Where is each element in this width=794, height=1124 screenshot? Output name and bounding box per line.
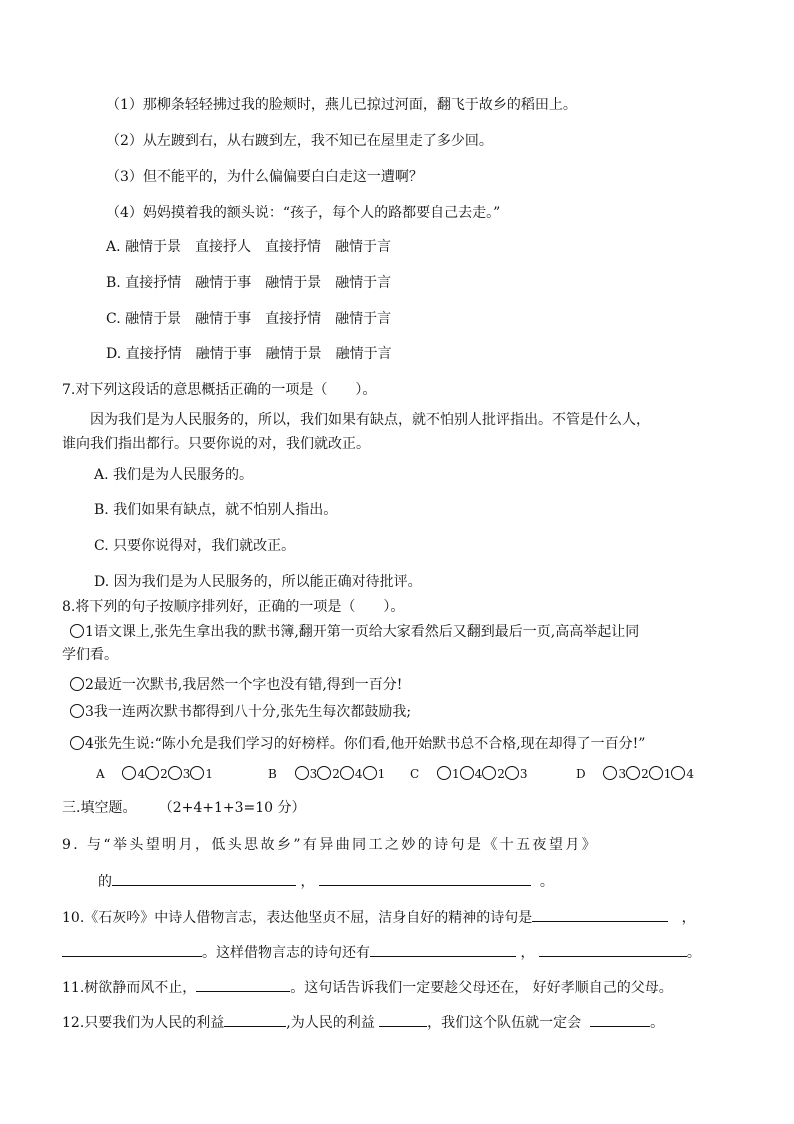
q8-option-b: B 3 2 4 1 <box>268 767 386 781</box>
q8-stem: 8.将下列的句子按顺序排列好，正确的一项是（ ）。 <box>62 599 405 615</box>
q6-option-c: C. 融情于景 融情于事 直接抒情 融情于言 <box>106 311 392 327</box>
q6-item-2: （2）从左踱到右，从右踱到左，我不知已在屋里走了多少回。 <box>106 133 493 149</box>
q6-item-4: （4）妈妈摸着我的额头说：“孩子，每个人的路都要自己去走。” <box>106 205 501 221</box>
q11-blank[interactable] <box>196 977 290 992</box>
circle-marker <box>70 704 84 718</box>
q10-blank-2[interactable] <box>62 942 202 957</box>
q7-option-d: D. 因为我们是为人民服务的，所以能正确对待批评。 <box>94 574 422 590</box>
q8-sentence-4: 4张先生说:“陈小允是我们学习的好榜样。你们看,他开始默书总不合格,现在却得了一百分!” <box>70 734 645 754</box>
q7-passage-line-2: 谁向我们指出都行。只要你说的对，我们就改正。 <box>62 436 370 452</box>
circle-marker <box>70 624 84 638</box>
q6-option-a: A. 融情于景 直接抒人 直接抒情 融情于言 <box>106 239 392 255</box>
q7-option-b: B. 我们如果有缺点，就不怕别人指出。 <box>94 502 338 518</box>
q12-blank-3[interactable] <box>590 1012 650 1027</box>
q7-option-c: C. 只要你说得对，我们就改正。 <box>94 538 296 554</box>
q10-text-line-2: 。这样借物言志的诗句还有 ， 。 <box>62 942 701 963</box>
q10-blank-1[interactable] <box>532 907 668 922</box>
q8-sentence-1-cont: 学们看。 <box>62 647 118 663</box>
q10-blank-4[interactable] <box>539 942 687 957</box>
q12-blank-1[interactable] <box>224 1012 286 1027</box>
q7-option-a: A. 我们是为人民服务的。 <box>94 467 254 483</box>
q9-blank-1[interactable] <box>112 871 296 886</box>
q9-blank-2[interactable] <box>319 871 531 886</box>
q9-answer-line: 的 ， 。 <box>98 871 554 892</box>
q10-text: 10.《石灰吟》中诗人借物言志，表达他坚贞不屈，洁身自好的精神的诗句是 ， <box>62 907 696 928</box>
q6-option-d: D. 直接抒情 融情于事 融情于景 融情于言 <box>106 346 392 362</box>
q8-sentence-2: 2最近一次默书,我居然一个字也没有错,得到一百分! <box>70 675 402 695</box>
section-3-heading: 三.填空题。 （2+4+1+3=10 分） <box>62 800 306 816</box>
q10-blank-3[interactable] <box>370 942 516 957</box>
q7-passage-line-1: 因为我们是为人民服务的，所以，我们如果有缺点，就不怕别人批评指出。不管是什么人， <box>90 412 650 428</box>
q6-item-1: （1）那柳条轻轻拂过我的脸颊时，燕儿已掠过河面，翻飞于故乡的稻田上。 <box>106 97 577 113</box>
q12-blank-2[interactable] <box>379 1012 427 1027</box>
q8-option-c: C 1 4 2 3 <box>410 767 528 781</box>
q12-text: 12.只要我们为人民的利益 ,为人民的利益 ，我们这个队伍就一定会 。 <box>62 1012 664 1033</box>
section-3-score: （2+4+1+3=10 分） <box>158 800 306 816</box>
q8-option-d: D 3 2 1 4 <box>576 767 694 781</box>
circle-marker <box>70 677 84 691</box>
q7-stem: 7.对下列这段话的意思概括正确的一项是（ ）。 <box>62 382 377 398</box>
q9-text: 9. 与“举头望明月，低头思故乡”有异曲同工之妙的诗句是《十五夜望月》 <box>62 837 599 853</box>
q6-item-3: （3）但不能平的，为什么偏偏要白白走这一遭啊？ <box>106 169 423 185</box>
q8-sentence-1: 1语文课上,张先生拿出我的默书簿,翻开第一页给大家看然后又翻到最后一页,高高举起让同 <box>70 622 639 642</box>
circle-marker <box>70 736 84 750</box>
q8-sentence-3: 3我一连两次默书都得到八十分,张先生每次都鼓励我; <box>70 702 411 722</box>
q8-option-a: A 4 2 3 1 <box>96 767 214 781</box>
q11-text: 11.树欲静而风不止， 。这句话告诉我们一定要趁父母还在， 好好孝顺自己的父母。 <box>62 977 673 998</box>
q6-option-b: B. 直接抒情 融情于事 融情于景 融情于言 <box>106 275 392 291</box>
